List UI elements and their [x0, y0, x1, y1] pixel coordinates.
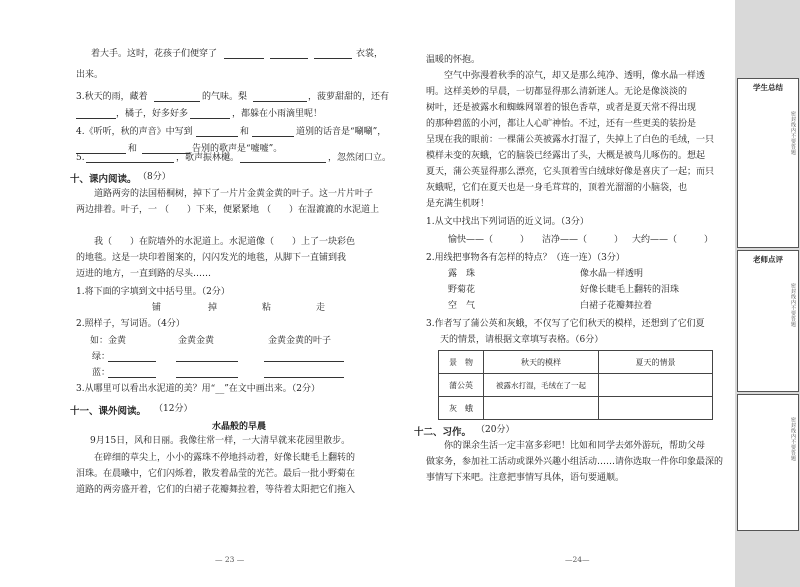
question-line: 着大手。这时，花孩子们便穿了 — [91, 49, 218, 59]
table-cell: 被露水打湿，毛绒在了一起 — [484, 374, 599, 397]
match-left-item[interactable]: 空 气 — [448, 301, 476, 311]
article-line: 在碎细的草尖上，小小的露珠不停地抖动着，好像长睫毛上翻转的 — [94, 453, 356, 463]
seal-line-note: 密封线内不要答题 — [790, 417, 796, 461]
fill-char: 掉 — [208, 303, 218, 313]
article-line: 9月15日，风和日丽。我像往常一样，一大清早就来花园里散步。 — [90, 436, 351, 446]
answer-blank[interactable] — [314, 58, 352, 59]
answer-blank[interactable] — [108, 377, 156, 378]
question-line: ，菠萝甜甜的，还有 — [308, 92, 390, 102]
seal-line-note: 密封线内不要答题 — [790, 283, 796, 327]
article-line: 温暖的怀抱。 — [426, 55, 481, 65]
answer-blank[interactable] — [190, 118, 230, 119]
article-line: 泪珠。在晨曦中，它们闪烁着，散发着晶莹的光芒。最后一批小野菊在 — [76, 469, 356, 479]
article-line: 空气中弥漫着秋季的凉气，却又是那么纯净、透明，像水晶一样透 — [444, 71, 706, 81]
row-label: 蓝： — [92, 368, 111, 378]
prompt-line: 你的课余生活一定丰富多彩吧！比如和同学去郊外游玩，帮助父母 — [444, 441, 706, 451]
article-title: 水晶般的早晨 — [212, 422, 267, 432]
question-12-3: 3.作者写了蒲公英和灰蛾，不仅写了它们秋天的模样，还想到了它们夏 — [426, 319, 705, 329]
answer-blank[interactable] — [154, 101, 200, 102]
blank-box[interactable] — [737, 394, 799, 531]
question-12-2: 2.用线把事物各有怎样的特点？（连一连）（3分） — [426, 253, 625, 263]
article-line: 夏天，蒲公英显得那么漂亮，它头顶着雪白绒球好像是喜庆了一起；而只 — [426, 167, 715, 177]
question-line: ，忽然闭口立。 — [328, 153, 392, 163]
article-line: 的那种碧蓝的小河，都让人心旷神怡。不过，还有一些更美的装扮是 — [426, 119, 697, 129]
table-row — [439, 397, 713, 420]
question-3: 3.秋天的雨，藏着 — [76, 92, 148, 102]
question-line: 衣裳， — [356, 49, 384, 59]
section-11-heading: 十一、课外阅读。 — [70, 406, 147, 417]
question-10-3: 3.从哪里可以看出水泥道的美？用“__”在文中画出来。（2分） — [76, 384, 321, 394]
synonym-item[interactable]: 洁净——（ ） — [542, 235, 624, 245]
match-left-item[interactable]: 露 珠 — [448, 269, 476, 279]
synonym-item[interactable]: 大约——（ ） — [632, 235, 714, 245]
teacher-comment-title: 老师点评 — [753, 255, 783, 264]
answer-blank[interactable] — [196, 136, 238, 137]
question-5: 5. — [76, 153, 85, 163]
question-line: ，都躲在小雨滴里呢！ — [232, 109, 323, 119]
answer-blank[interactable] — [224, 58, 264, 59]
article-line: 灰蛾呢，它们在夏天也是一身毛茸茸的，顶着光溜溜的小脑袋，也 — [426, 183, 688, 193]
table-cell[interactable] — [599, 374, 713, 397]
article-line: 呈现在我的眼前：一棵蒲公英被露水打湿了，失掉上了白色的毛绒，一只 — [426, 135, 715, 145]
page-number: — 23 — — [215, 555, 245, 564]
binding-sidebar — [735, 0, 800, 587]
seal-line-note: 密封线内不要答题 — [790, 111, 796, 155]
article-line: 明。这样美妙的早晨，一切都显得那么清新迷人。无论是像淡淡的 — [426, 87, 688, 97]
question-line: 的气味。梨 — [202, 92, 248, 102]
answer-blank[interactable] — [264, 361, 344, 362]
answer-blank[interactable] — [270, 58, 308, 59]
passage-line: 我（ ）在院墙外的水泥道上。水泥道像（ ）上了一块彩色 — [94, 237, 356, 247]
answer-blank[interactable] — [176, 377, 238, 378]
example-word: 如：金黄 — [90, 336, 127, 346]
passage-line: 两边排着。叶子，一 — [76, 205, 158, 215]
student-summary-box[interactable] — [737, 78, 799, 248]
question-4: 4.《听听，秋的声音》中写到 — [76, 127, 193, 137]
table-header-row — [439, 351, 713, 374]
table-cell[interactable] — [599, 397, 713, 420]
table-header-cell: 秋天的模样 — [484, 351, 599, 374]
article-line: 模样未变的灰蛾，它的脑袋已经露出了头，大概是被鸟儿啄伤的。想起 — [426, 151, 706, 161]
passage-line: 道路两旁的法国梧桐树，掉下了一片片金黄金黄的叶子。这一片片叶子 — [94, 189, 374, 199]
answer-blank[interactable] — [252, 136, 294, 137]
passage-line: 迈进的地方，一直到路的尽头…… — [76, 269, 212, 279]
match-right-item[interactable]: 白裙子花瓣舞拉着 — [580, 301, 653, 311]
question-line: 道别的话音是“唰唰”， — [296, 127, 387, 137]
question-12-1: 1.从文中找出下列词语的近义词。（3分） — [426, 217, 589, 227]
match-right-item[interactable]: 好像长睫毛上翻转的泪珠 — [580, 285, 680, 295]
prompt-line: 事情写下来吧。注意把事情写具体，语句要通顺。 — [426, 473, 625, 483]
fill-char: 铺 — [152, 303, 162, 313]
article-line: 是充满生机呀！ — [426, 199, 490, 209]
answer-blank[interactable] — [176, 361, 238, 362]
example-word: 金黄金黄的叶子 — [268, 336, 332, 346]
section-12-score: （20分） — [476, 425, 515, 435]
question-line: ，橘子，好多好多 — [116, 109, 189, 119]
table-cell: 灰 蛾 — [439, 397, 484, 420]
comparison-table — [438, 350, 713, 420]
fill-char: 粘 — [262, 303, 272, 313]
answer-blank[interactable] — [86, 162, 174, 163]
fill-char: 走 — [316, 303, 326, 313]
example-word: 金黄金黄 — [178, 336, 215, 346]
table-header-cell: 夏天的情景 — [599, 351, 713, 374]
answer-blank[interactable] — [240, 162, 326, 163]
question-10-1: 1.将下面的字填到文中括号里。（2分） — [76, 287, 230, 297]
page-number: —24— — [565, 555, 590, 564]
passage-line: 的地毯。这是一块印着图案的，闪闪发光的地毯，从脚下一直铺到我 — [76, 253, 347, 263]
answer-blank[interactable] — [264, 377, 344, 378]
row-label: 绿： — [92, 352, 111, 362]
article-line: 道路的两旁盛开着，它们的白裙子花瓣舞拉着，等待着太阳把它们拖入 — [76, 485, 356, 495]
question-line: 告别的歌声是“嘘嘘”。 — [192, 144, 283, 154]
section-11-score: （12分） — [154, 404, 193, 414]
prompt-line: 做家务，参加社工活动或课外兴趣小组活动……请你选取一件你印象最深的 — [426, 457, 724, 467]
student-summary-title: 学生总结 — [753, 83, 783, 92]
question-10-2: 2.照样子，写词语。（4分） — [76, 319, 185, 329]
table-header-cell: 景 物 — [439, 351, 484, 374]
question-line: 和 — [240, 127, 250, 137]
question-12-3: 天的情景，请根据文章填写表格。（6分） — [440, 335, 604, 345]
question-line: ，歌声振林樾。 — [176, 153, 240, 163]
match-left-item[interactable]: 野菊花 — [448, 285, 476, 295]
synonym-item[interactable]: 愉快——（ ） — [448, 235, 530, 245]
article-line: 树叶，还是被露水和蜘蛛网罩着的银色香草，或者是夏天常不得出现 — [426, 103, 697, 113]
section-10-score: （8分） — [138, 172, 171, 182]
table-cell: 蒲公英 — [439, 374, 484, 397]
passage-line: （ ）在湿漉漉的水泥道上 — [262, 205, 380, 215]
answer-blank[interactable] — [76, 118, 116, 119]
table-row — [439, 374, 713, 397]
passage-line: （ ）下来，便紧紧地 — [160, 205, 260, 215]
section-12-heading: 十二、习作。 — [414, 427, 472, 438]
section-10-heading: 十、课内阅读。 — [70, 174, 137, 185]
answer-blank[interactable] — [253, 101, 307, 102]
question-line: 和 — [128, 144, 138, 154]
teacher-comment-box[interactable] — [737, 250, 799, 392]
answer-blank[interactable] — [108, 361, 156, 362]
match-right-item[interactable]: 像水晶一样透明 — [580, 269, 644, 279]
question-line: 出来。 — [76, 70, 104, 80]
table-cell[interactable] — [484, 397, 599, 420]
